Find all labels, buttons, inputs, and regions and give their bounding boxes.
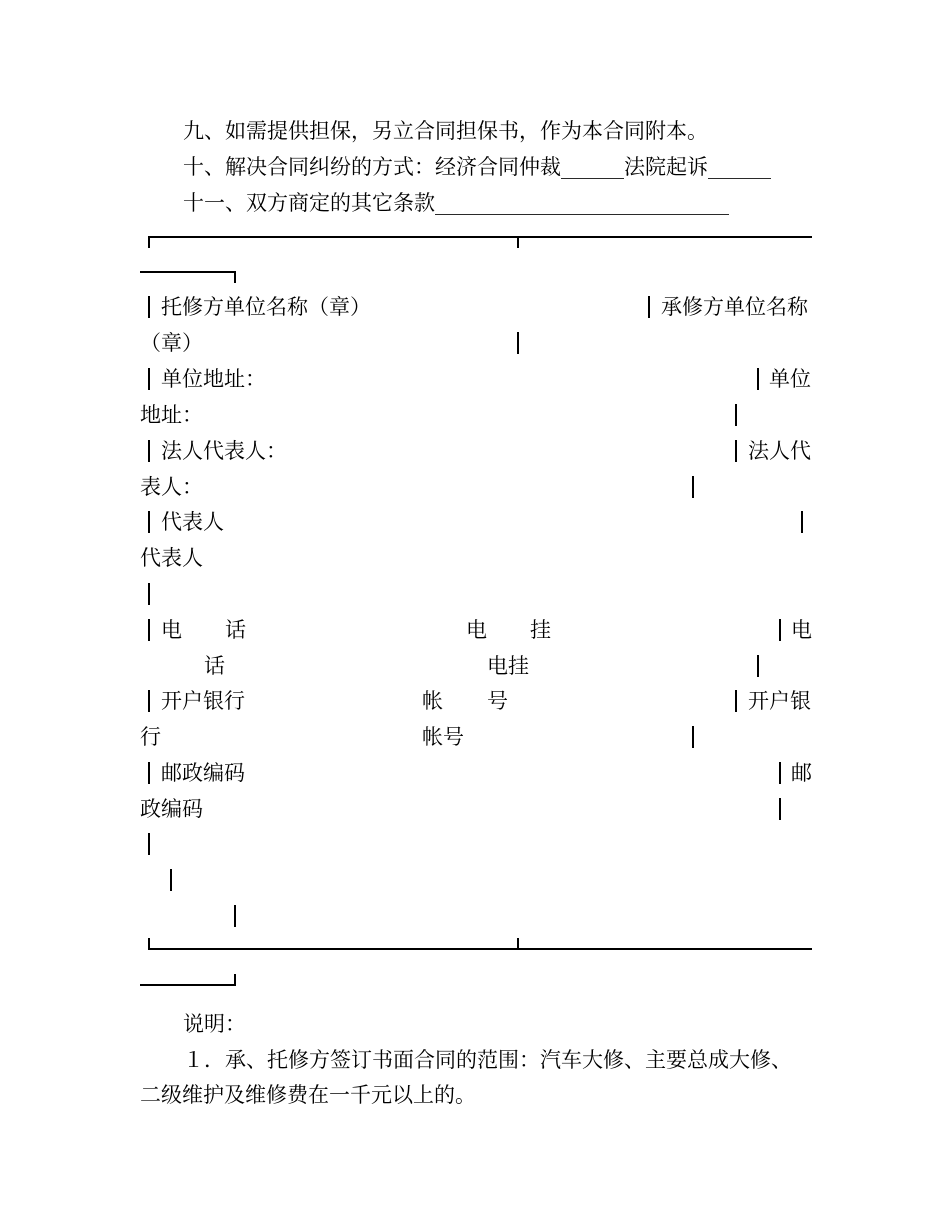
row-divider [692,476,694,498]
contractor-name-label: 承修方单位名称 [661,295,808,319]
consignor-account-label-a: 帐 [422,689,443,713]
row-divider [692,726,694,748]
contractor-postcode-label: 邮 [791,761,812,785]
contractor-bank-label: 开户银 [748,689,811,713]
consignor-legal-rep-label: 法人代表人： [161,439,287,463]
row-divider [779,619,781,641]
contractor-bank-label-wrap: 行 [140,725,161,749]
consignor-account-label-b: 号 [487,689,508,713]
clause-11: 十一、双方商定的其它条款____________________________ [183,191,729,215]
contractor-address-label: 单位 [769,367,811,391]
row-divider [735,690,737,712]
consignor-phone-label-b: 话 [225,618,246,642]
row-divider [234,905,236,927]
contractor-representative-label: 代表人 [140,546,203,570]
consignor-address-label: 单位地址： [161,367,266,391]
row-divider [148,833,150,855]
row-divider [757,655,759,677]
notes-heading: 说明： [183,1012,246,1036]
contractor-legal-rep-label-wrap: 表人： [140,475,203,499]
contractor-phone-label: 电 [791,618,812,642]
row-divider [148,619,150,641]
row-divider [735,404,737,426]
row-divider [735,440,737,462]
row-divider [148,583,150,605]
row-divider [801,511,803,533]
clause-9: 九、如需提供担保，另立合同担保书，作为本合同附本。 [183,119,708,143]
row-divider [757,368,759,390]
row-divider [148,762,150,784]
contractor-telegram-label: 电挂 [487,654,529,678]
row-divider [779,798,781,820]
contractor-legal-rep-label: 法人代 [748,439,811,463]
consignor-telegram-label-b: 挂 [530,618,551,642]
contractor-name-label-wrap: （章） [140,331,203,355]
consignor-bank-label: 开户银行 [161,689,245,713]
note-1-continuation: 二级维护及维修费在一千元以上的。 [140,1083,476,1107]
contractor-postcode-label-wrap: 政编码 [140,797,203,821]
row-divider [148,690,150,712]
row-divider [148,440,150,462]
row-divider [779,762,781,784]
row-divider [648,296,650,318]
consignor-telegram-label-a: 电 [466,618,487,642]
row-divider [148,368,150,390]
row-divider [517,332,519,354]
row-divider [148,296,150,318]
consignor-name-label: 托修方单位名称（章） [161,295,371,319]
contractor-account-label: 帐号 [422,725,464,749]
row-divider [148,511,150,533]
consignor-postcode-label: 邮政编码 [161,761,245,785]
contractor-phone-label-wrap: 话 [204,654,225,678]
row-divider [170,869,172,891]
note-1: １．承、托修方签订书面合同的范围：汽车大修、主要总成大修、 [183,1048,792,1072]
contractor-address-label-wrap: 地址： [140,403,203,427]
consignor-representative-label: 代表人 [161,510,224,534]
consignor-phone-label-a: 电 [161,618,182,642]
clause-10: 十、解决合同纠纷的方式：经济合同仲裁______法院起诉______ [183,155,771,179]
